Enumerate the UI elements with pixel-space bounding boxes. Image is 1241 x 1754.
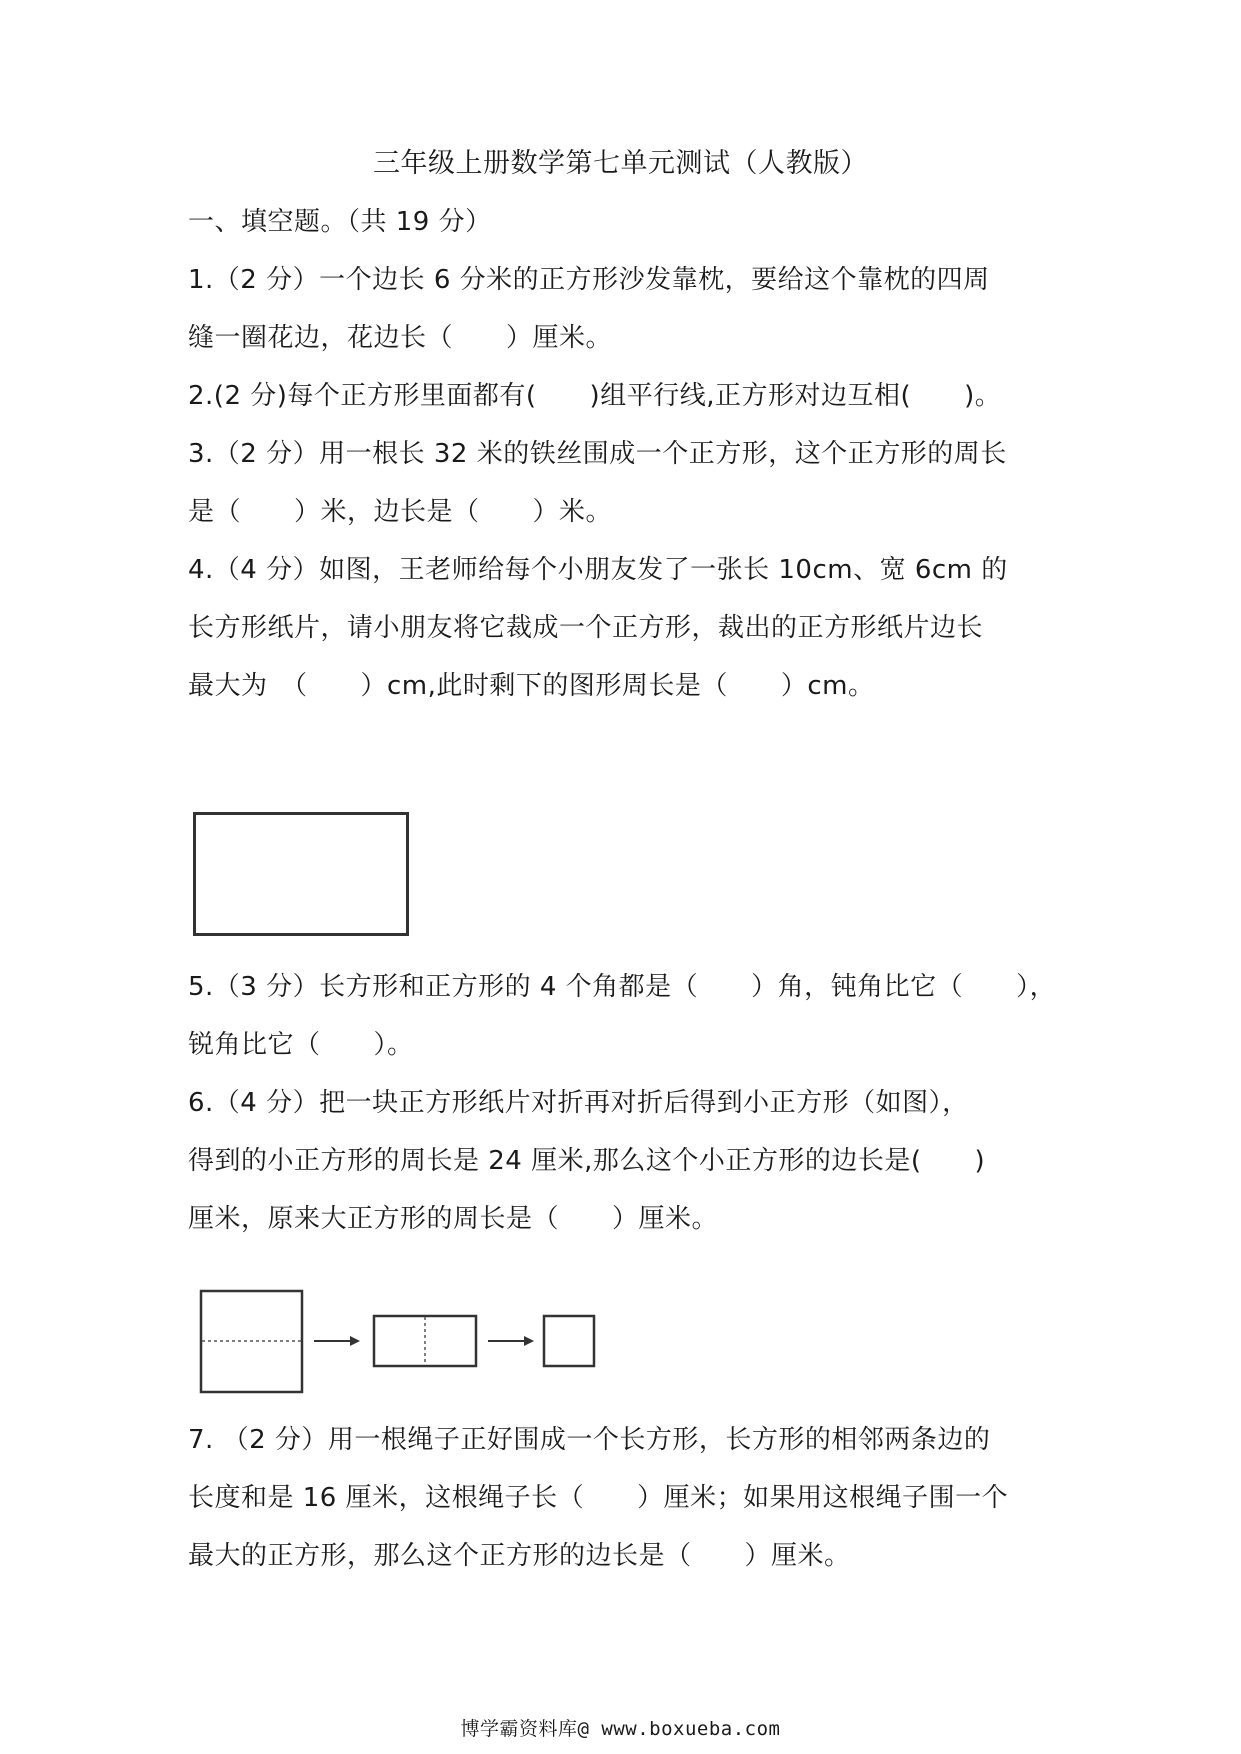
question-6-line-2: 得到的小正方形的周长是 24 厘米,那么这个小正方形的边长是( ) — [188, 1146, 986, 1176]
question-3-line-1: 3.（2 分）用一根长 32 米的铁丝围成一个正方形，这个正方形的周长 — [188, 439, 1007, 469]
question-1-line-2: 缝一圈花边，花边长（ ）厘米。 — [188, 323, 613, 353]
question-4-line-3: 最大为 （ ）cm,此时剩下的图形周长是（ ）cm。 — [188, 671, 875, 701]
question-4-line-1: 4.（4 分）如图，王老师给每个小朋友发了一张长 10cm、宽 6cm 的 — [188, 555, 1008, 585]
arrow-2-head — [524, 1336, 534, 1346]
rectangle-shape — [195, 814, 408, 935]
question-6-line-3: 厘米，原来大正方形的周长是（ ）厘米。 — [188, 1204, 719, 1234]
question-5-line-2: 锐角比它（ ）。 — [188, 1030, 414, 1060]
question-3-line-2: 是（ ）米，边长是（ ）米。 — [188, 497, 613, 527]
question-7-line-3: 最大的正方形，那么这个正方形的边长是（ ）厘米。 — [188, 1541, 851, 1571]
question-2-line-1: 2.(2 分)每个正方形里面都有( )组平行线,正方形对边互相( )。 — [188, 381, 1002, 411]
question-1-line-1: 1.（2 分）一个边长 6 分米的正方形沙发靠枕，要给这个靠枕的四周 — [188, 265, 990, 295]
rectangle-figure — [192, 811, 412, 939]
question-6-line-1: 6.（4 分）把一块正方形纸片对折再对折后得到小正方形（如图）， — [188, 1088, 969, 1118]
question-7-line-2: 长度和是 16 厘米，这根绳子长（ ）厘米；如果用这根绳子围一个 — [188, 1483, 1009, 1513]
question-4-line-2: 长方形纸片，请小朋友将它裁成一个正方形，裁出的正方形纸片边长 — [188, 613, 984, 643]
footer-watermark: 博学霸资料库@ www.boxueba.com — [460, 1718, 781, 1740]
page-title: 三年级上册数学第七单元测试（人教版） — [373, 148, 868, 179]
question-7-line-1: 7. （2 分）用一根绳子正好围成一个长方形，长方形的相邻两条边的 — [188, 1425, 991, 1455]
small-square — [544, 1316, 594, 1366]
folding-figure — [180, 1285, 600, 1405]
arrow-1-head — [350, 1336, 360, 1346]
section-heading: 一、填空题。（共 19 分） — [188, 207, 492, 237]
question-5-line-1: 5.（3 分）长方形和正方形的 4 个角都是（ ）角，钝角比它（ ）， — [188, 972, 1057, 1002]
